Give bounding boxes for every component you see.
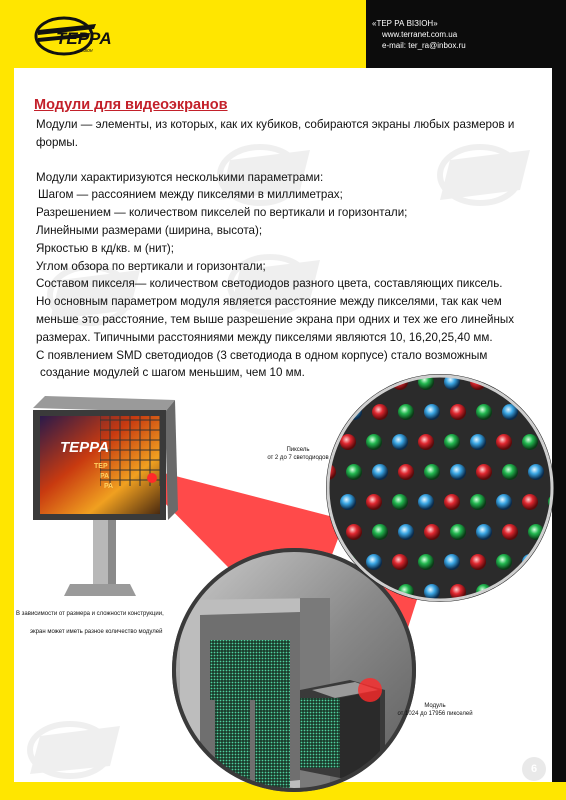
led-dot <box>548 554 564 570</box>
logo-wordmark: ТЕРРА <box>56 29 112 48</box>
billboard-illustration <box>33 396 178 596</box>
logo-subtitle: візіон <box>80 48 93 54</box>
led-dot <box>424 464 440 480</box>
led-dot <box>366 494 382 510</box>
paragraph: С появлением SMD светодиодов (3 светодиода в одном корпусе) стало возможным <box>36 348 488 362</box>
module-caption: Модуль от 1024 до 17956 пикселей <box>397 703 473 717</box>
led-dot <box>528 584 544 600</box>
led-dot <box>554 404 566 420</box>
led-dot <box>392 434 408 450</box>
paragraph: Разрешением — количеством пикселей по вертикали и горизонтали; <box>36 206 408 220</box>
led-dot <box>418 494 434 510</box>
led-dot <box>372 404 388 420</box>
led-dot <box>418 554 434 570</box>
led-dot <box>476 404 492 420</box>
website-link[interactable]: www.terranet.com.ua <box>382 30 458 39</box>
led-dot <box>470 434 486 450</box>
led-dot <box>340 494 356 510</box>
billboard-logo-text: ТЕРРА <box>60 439 110 456</box>
led-dot <box>496 494 512 510</box>
led-dot <box>528 464 544 480</box>
paragraph: Шагом — рассоянием между пикселями в миллиметрах; <box>38 188 343 202</box>
page-number: 6 <box>522 757 546 781</box>
led-dot <box>346 524 362 540</box>
screen-caption-line1: В зависимости от размера и сложности конструкции, <box>16 611 164 617</box>
led-dot <box>554 524 566 540</box>
led-dot <box>496 554 512 570</box>
led-dot <box>548 374 564 390</box>
led-dot <box>444 494 460 510</box>
paragraph: Яркостью в кд/кв. м (нит); <box>36 241 174 255</box>
paragraph: меньше это расстояние, тем выше разрешение экрана при одних и тех же его линейных <box>36 312 514 326</box>
led-dot <box>392 494 408 510</box>
led-dot <box>450 524 466 540</box>
company-name: «ТЕР РА ВІЗІОН» <box>372 19 438 28</box>
paragraph: Но основным параметром модуля является расстояние между пикселями, так как чем <box>36 295 502 309</box>
led-dot <box>496 374 512 390</box>
pixel-caption: Пиксель от 2 до 7 светодиодов <box>267 447 329 461</box>
led-dot <box>528 404 544 420</box>
screen-caption-line2: экран может иметь разное количество модулей <box>30 629 163 635</box>
led-dot <box>444 554 460 570</box>
led-dot <box>398 404 414 420</box>
led-dot <box>554 584 566 600</box>
led-dot <box>470 554 486 570</box>
led-dot <box>418 434 434 450</box>
paragraph: создание модулей с шагом меньшим, чем 10 мм. <box>40 366 305 380</box>
led-dot <box>366 374 382 390</box>
paragraph: Составом пикселя— количеством светодиодов разного цвета, составляющих пиксель. <box>36 277 503 291</box>
led-dot <box>450 404 466 420</box>
led-dot <box>450 464 466 480</box>
paragraph: Линейными размерами (ширина, высота); <box>36 223 263 237</box>
led-dot <box>444 434 460 450</box>
led-dot <box>320 404 336 420</box>
led-dot <box>424 584 440 600</box>
led-dot <box>502 584 518 600</box>
led-dot <box>398 524 414 540</box>
billboard-text: ТЕР <box>94 463 108 470</box>
led-dot <box>502 464 518 480</box>
led-dot <box>424 404 440 420</box>
led-dot <box>476 524 492 540</box>
paragraph: Углом обзора по вертикали и горизонтали; <box>36 259 266 273</box>
led-dot <box>372 524 388 540</box>
led-dot <box>522 434 538 450</box>
email-link[interactable]: e-mail: ter_ra@inbox.ru <box>382 41 466 50</box>
paragraph: формы. <box>36 135 78 149</box>
led-dot <box>314 374 330 390</box>
led-dot <box>554 464 566 480</box>
billboard-text: РА <box>100 473 110 480</box>
paragraph: Модули — элементы, из которых, как их кубиков, собираются экраны любых размеров и <box>36 118 515 131</box>
paragraph: Модули характиризуются несколькими параметрами: <box>36 170 324 184</box>
led-dot <box>476 464 492 480</box>
led-dot <box>502 524 518 540</box>
led-dot <box>346 464 362 480</box>
led-dot <box>522 374 538 390</box>
led-dot <box>398 464 414 480</box>
led-dot <box>548 434 564 450</box>
paragraph: размерах. Типичными расстояниями между пикселями являются 10, 16,20,25,40 мм. <box>36 330 493 344</box>
led-dot <box>470 494 486 510</box>
led-dot <box>496 434 512 450</box>
led-dot <box>424 524 440 540</box>
page-title: Модули для видеоэкранов <box>34 97 228 113</box>
led-dot <box>392 554 408 570</box>
led-dot <box>340 374 356 390</box>
billboard-text: РА <box>104 483 114 490</box>
led-dot <box>366 554 382 570</box>
led-dot <box>522 494 538 510</box>
led-dot <box>372 464 388 480</box>
led-dot <box>366 434 382 450</box>
